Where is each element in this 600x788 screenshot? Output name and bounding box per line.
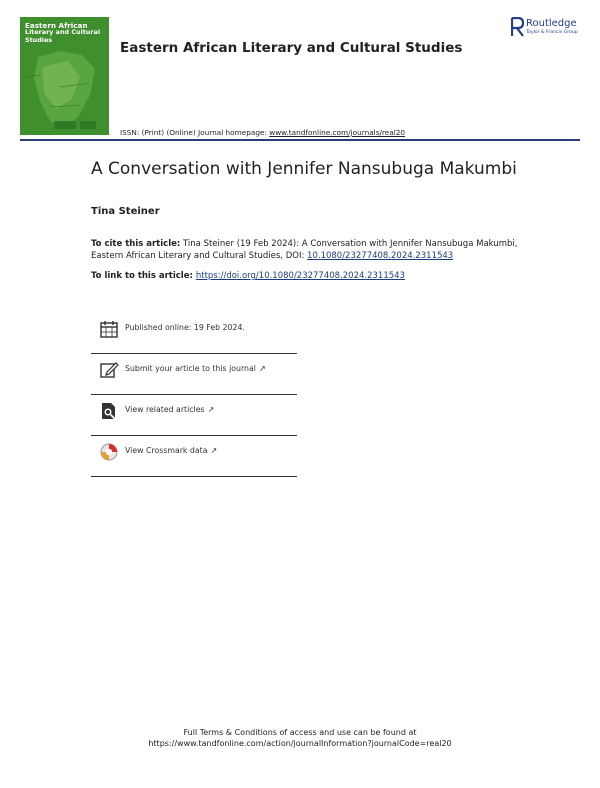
issn-prefix: ISSN: (Print) (Online) Journal homepage:	[120, 128, 270, 137]
doi-link[interactable]: 10.1080/23277408.2024.2311543	[307, 250, 454, 261]
cite-label: To cite this article:	[91, 239, 181, 249]
journal-cover[interactable]	[20, 17, 109, 135]
article-url-link[interactable]: https://doi.org/10.1080/23277408.2024.2311543	[195, 271, 405, 281]
external-link-icon: ↗	[258, 364, 266, 373]
routledge-r-icon	[511, 17, 524, 37]
related-articles-link[interactable]: View related articles	[125, 405, 205, 414]
cite-text: Tina Steiner (19 Feb 2024): A Conversation with Jennifer Nansubuga Makumbi, Eastern African Literary and Cultural Studies, DOI:	[91, 239, 518, 261]
calendar-icon	[99, 319, 119, 339]
issn-line	[120, 128, 405, 137]
related-articles-row[interactable]	[91, 395, 297, 435]
cover-title	[25, 22, 107, 44]
external-link-icon: ↗	[207, 405, 215, 414]
cover-title-line1: Eastern African	[25, 21, 88, 30]
published-online-text: Published online: 19 Feb 2024.	[125, 323, 245, 332]
cover-title-line2: Literary and Cultural Studies	[25, 28, 101, 44]
panel-divider	[91, 476, 297, 477]
footer-terms-line: Full Terms & Conditions of access and use can be found at	[183, 728, 417, 737]
footer-terms-link[interactable]: https://www.tandfonline.com/action/journalInformation?journalCode=real20	[148, 739, 452, 748]
publisher-tagline: Taylor & Francis Group	[526, 30, 578, 35]
citation-block	[91, 239, 531, 262]
crossmark-link[interactable]: View Crossmark data	[125, 446, 208, 455]
header-divider	[20, 139, 580, 141]
edit-icon	[99, 360, 119, 380]
submit-article-link[interactable]: Submit your article to this journal	[125, 364, 256, 373]
crossmark-icon	[99, 442, 119, 462]
publisher-name: Routledge	[526, 18, 577, 29]
submit-article-row[interactable]	[91, 354, 297, 394]
published-online-row	[91, 313, 297, 353]
search-document-icon	[99, 401, 119, 421]
external-link-icon: ↗	[210, 446, 218, 455]
journal-title[interactable]: Eastern African Literary and Cultural Studies	[120, 40, 463, 56]
article-author: Tina Steiner	[91, 206, 160, 217]
article-link-line	[91, 271, 405, 281]
crossmark-row[interactable]	[91, 436, 297, 476]
article-title: A Conversation with Jennifer Nansubuga Makumbi	[91, 159, 517, 179]
journal-homepage-link[interactable]: www.tandfonline.com/journals/real20	[269, 128, 406, 137]
link-label: To link to this article:	[91, 271, 196, 281]
article-links-panel	[91, 313, 297, 477]
